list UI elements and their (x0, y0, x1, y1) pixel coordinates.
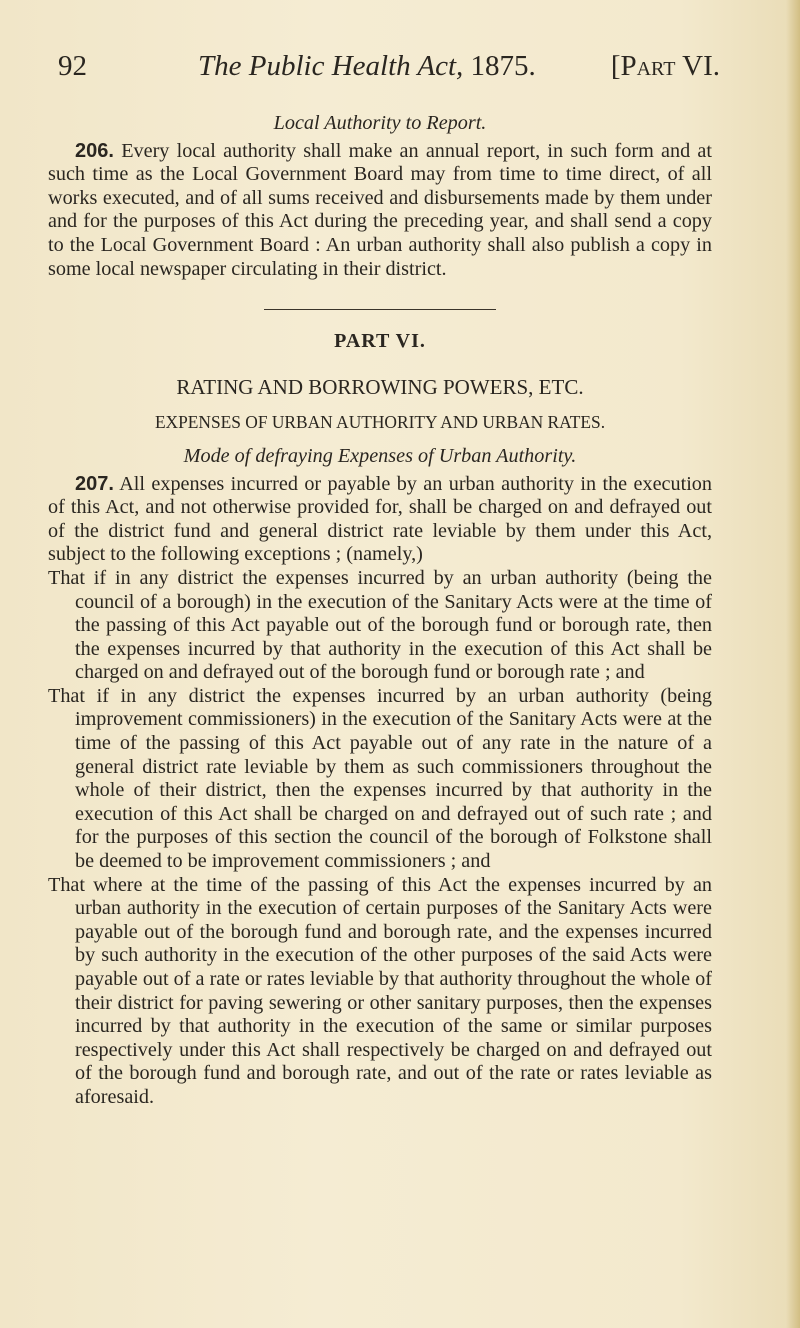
running-part (611, 50, 720, 83)
proviso-3: That where at the time of the passing of this Act the expenses incurred by an urban authority in the execution of certain purposes of the Sanitary Acts were payable out of the borough fund and borough rate, and the expenses incurred by such authority in the execution of the other purposes of the said Acts were payable out of a rate or rates leviable by that authority throughout the whole of their district for paving sewering or other sanitary purposes, then the expenses incurred by that authority in the execution of the same or similar purposes respectively under this Act shall respectively be charged on and defrayed out of the borough fund and borough rate, and out of the rate or rates leviable as aforesaid. (48, 873, 712, 1108)
section-207-heading: Mode of defraying Expenses of Urban Authority. (183, 444, 577, 467)
part-heading: PART VI. (334, 330, 426, 353)
divider-rule (264, 309, 496, 310)
part-label: Part VI. (620, 50, 720, 82)
running-title (198, 50, 536, 83)
page-body (48, 112, 712, 1110)
running-title-year: 1875. (470, 50, 536, 82)
section-207-number: 207. (75, 472, 114, 495)
proviso-1: That if in any district the expenses incurred by an urban authority (being the council of a borough) in the execution of the Sanitary Acts were at the time of the passing of this Act payable out of the borough fund or borough rate, then the expenses incurred by that authority in the execution of this Act shall be charged on and defrayed out of the borough fund or borough rate ; and (48, 566, 712, 684)
proviso-2: That if in any district the expenses incurred by an urban authority (being improvement commissioners) in the execution of the Sanitary Acts were at the time of the passing of this Act payable out of any rate in the nature of a general district rate leviable by them as such commissioners throughout the whole of their district, then the expenses incurred by that authority in the execution of this Act shall be charged on and defrayed out of such rate ; and for the purposes of this section the council of the borough of Folkstone shall be deemed to be improvement commissioners ; and (48, 684, 712, 873)
running-header (58, 50, 720, 90)
page-number: 92 (58, 50, 87, 82)
section-206-text: Every local authority shall make an annual report, in such form and at such time as the Local Government Board may from time to time direct, of all works executed, and of all sums received and disbursements made by them under and for the purposes of this Act during the preceding year, and shall send a copy to the Local Government Board : An urban authority shall also publish a copy in some local newspaper circulating in their district. (48, 139, 712, 280)
part-title: RATING AND BORROWING POWERS, ETC. (176, 374, 584, 399)
section-206-number: 206. (75, 139, 114, 162)
running-title-text: The Public Health Act, (198, 50, 464, 82)
section-207 (48, 473, 712, 567)
section-206 (48, 140, 712, 282)
part-bracket: [ (610, 50, 621, 82)
section-206-heading: Local Authority to Report. (273, 112, 487, 134)
section-207-text: All expenses incurred or payable by an urban authority in the execution of this Act, and not otherwise provided for, shall be charged on and defrayed out of the district fund and general district rate leviable by them under this Act, subject to the following exceptions ; (namely,) (48, 472, 712, 566)
part-subtitle: EXPENSES OF URBAN AUTHORITY AND URBAN RATES. (154, 412, 606, 433)
page-edge-shadow (786, 0, 800, 1328)
